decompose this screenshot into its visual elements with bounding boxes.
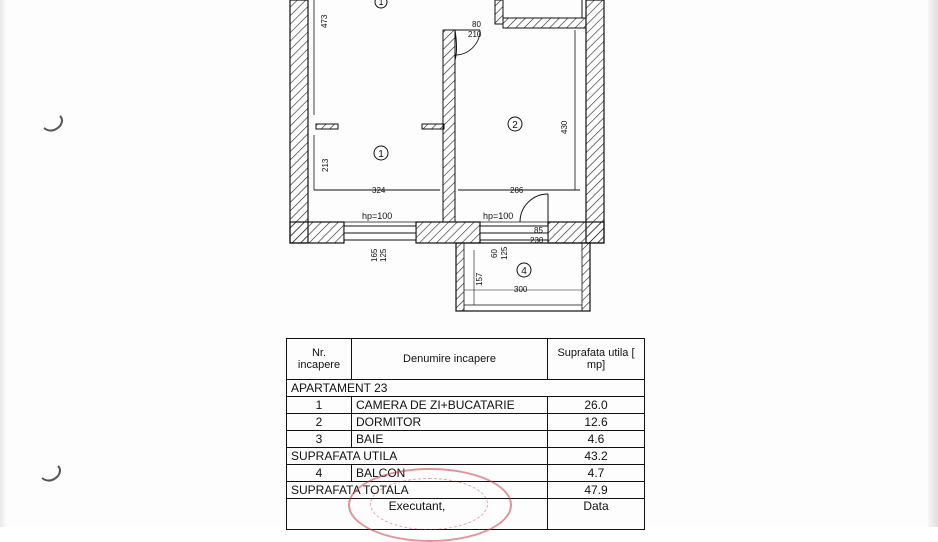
- wall-bottom-a: [290, 222, 344, 243]
- dim-label: 125: [379, 248, 388, 262]
- signature-row: [287, 499, 645, 530]
- room-nr: 1: [287, 397, 352, 414]
- table-row: [287, 482, 645, 499]
- room-name: BAIE: [352, 431, 548, 448]
- header-area: Suprafata utila [ mp]: [548, 339, 645, 380]
- table-row: [287, 414, 645, 431]
- date-label: Data: [548, 499, 645, 530]
- table-row: [287, 397, 645, 414]
- room-nr: 3: [287, 431, 352, 448]
- bath-wall-bottom: [503, 18, 586, 28]
- wall-bottom-b: [416, 222, 480, 243]
- room-area: 4.6: [548, 431, 645, 448]
- room-name: DORMITOR: [352, 414, 548, 431]
- partition-wall: [443, 30, 455, 222]
- room-name: BALCON: [352, 465, 548, 482]
- useful-area-value: 43.2: [548, 448, 645, 465]
- room-number: 1: [378, 149, 384, 160]
- table-header-row: [287, 339, 645, 380]
- dim-label: 213: [321, 158, 330, 172]
- header-nr: Nr. incapere: [287, 339, 352, 380]
- dim-label: 286: [510, 186, 524, 195]
- dim-label: 125: [500, 246, 509, 260]
- wall-right: [586, 0, 604, 243]
- dim-label: hp=100: [362, 211, 393, 221]
- apartment-label: APARTAMENT 23: [287, 380, 645, 397]
- dim-label: 85: [534, 226, 543, 235]
- dim-label: 210: [468, 30, 482, 39]
- room-nr: 2: [287, 414, 352, 431]
- room-number: 2: [512, 120, 518, 131]
- room-number: 1: [378, 0, 384, 7]
- total-area-value: 47.9: [548, 482, 645, 499]
- total-area-label: SUPRAFATA TOTALA: [287, 482, 548, 499]
- table-row: [287, 448, 645, 465]
- header-name: Denumire incapere: [352, 339, 548, 380]
- dim-label: 430: [560, 120, 569, 134]
- table-row: [287, 465, 645, 482]
- room-number: 4: [521, 266, 527, 277]
- dim-label: 165: [370, 248, 379, 262]
- table-row: [287, 431, 645, 448]
- dim-label: 473: [320, 14, 329, 28]
- dim-label: 80: [472, 20, 481, 29]
- dim-label: 60: [490, 249, 499, 258]
- useful-area-label: SUPRAFATA UTILA: [287, 448, 548, 465]
- bath-wall: [495, 0, 503, 24]
- room-nr: 4: [287, 465, 352, 482]
- dim-label: 157: [475, 272, 484, 286]
- room-area: 12.6: [548, 414, 645, 431]
- dim-label: 230: [530, 236, 544, 245]
- dim-label: 300: [514, 285, 528, 294]
- room-area: 4.7: [548, 465, 645, 482]
- binder-hole-icon: [38, 462, 64, 484]
- dim-label: 324: [372, 186, 386, 195]
- rooms-table: [286, 338, 645, 530]
- executant-label: Executant,: [287, 499, 548, 530]
- room-name: CAMERA DE ZI+BUCATARIE: [352, 397, 548, 414]
- wall-left: [290, 0, 308, 243]
- table-row: [287, 380, 645, 397]
- wall-bottom-c: [548, 222, 604, 243]
- dim-label: hp=100: [483, 211, 514, 221]
- room-area: 26.0: [548, 397, 645, 414]
